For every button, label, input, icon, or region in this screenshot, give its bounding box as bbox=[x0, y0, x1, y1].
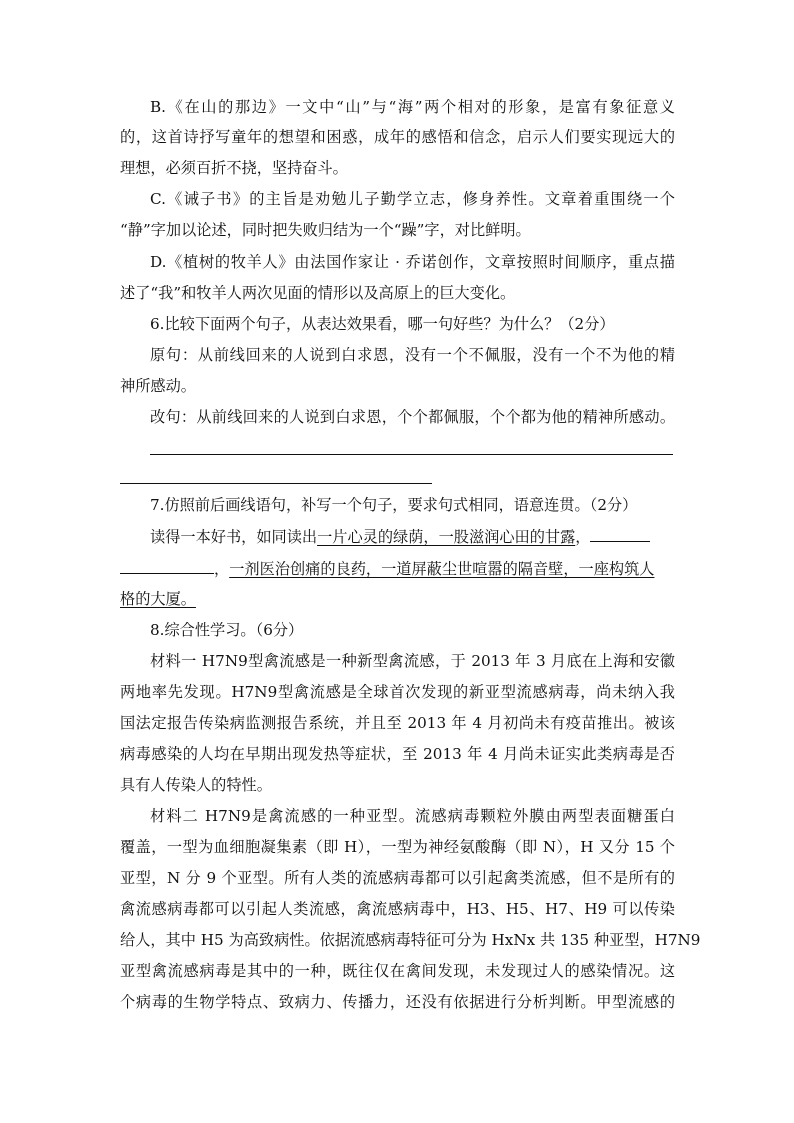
q7-underlined-example-3: 格的大厦。 bbox=[120, 590, 196, 608]
q6-original-line-2: 神所感动。 bbox=[120, 377, 196, 395]
q7-line-1 bbox=[150, 526, 675, 547]
q6-revised-sentence: 改句：从前线回来的人说到白求恩，个个都佩服，个个都为他的精神所感动。 bbox=[150, 408, 675, 426]
q6-answer-line-1[interactable] bbox=[150, 454, 673, 455]
q5-option-d-line-1: D.《植树的牧羊人》由法国作家让 · 乔诺创作，文章按照时间顺序，重点描 bbox=[150, 253, 675, 271]
q5-option-b-line-2: 的，这首诗抒写童年的想望和困惑，成年的感悟和信念，启示人们要实现远大的 bbox=[120, 128, 675, 146]
q7-question: 7.仿照前后画线语句，补写一个句子，要求句式相同，语意连贯。（2分） bbox=[150, 496, 638, 514]
q8-material-2-line-2: 覆盖，一型为血细胞凝集素（即 H），一型为神经氨酸酶（即 N），H 又分 15 个 bbox=[120, 838, 675, 856]
q7-underlined-example-2: 一剂医治创痛的良药，一道屏蔽尘世喧嚣的隔音壁，一座构筑人 bbox=[229, 560, 655, 578]
q8-material-1-line-4: 病毒感染的人均在早期出现发热等症状，至 2013 年 4 月尚未证实此类病毒是否 bbox=[120, 745, 675, 763]
q8-material-2-line-3: 亚型，N 分 9 个亚型。所有人类的流感病毒都可以引起禽类流感，但不是所有的 bbox=[120, 869, 675, 887]
q8-material-1-line-3: 国法定报告传染病监测报告系统，并且至 2013 年 4 月初尚未有疫苗推出。被该 bbox=[120, 714, 675, 732]
q6-original-line-1: 原句：从前线回来的人说到白求恩，没有一个不佩服，没有一个不为他的精 bbox=[150, 346, 675, 364]
q8-material-1-line-5: 具有人传染人的特性。 bbox=[120, 776, 272, 794]
q8-question: 8.综合性学习。（6分） bbox=[150, 621, 304, 639]
q7-answer-blank-part-2[interactable] bbox=[120, 558, 214, 574]
q7-comma-2: ， bbox=[214, 560, 230, 578]
q7-comma: ， bbox=[575, 528, 591, 546]
q5-option-c-line-1: C.《诫子书》的主旨是劝勉儿子勤学立志，修身养性。文章着重围绕一个 bbox=[150, 190, 675, 208]
q6-question: 6.比较下面两个句子，从表达效果看，哪一句好些？为什么？（2分） bbox=[150, 315, 615, 333]
q8-material-2-line-6: 亚型禽流感病毒是其中的一种，既往仅在禽间发现，未发现过人的感染情况。这 bbox=[120, 962, 675, 980]
q5-option-d-line-2: 述了“我”和牧羊人两次见面的情形以及高原上的巨大变化。 bbox=[120, 284, 516, 302]
q8-material-2-line-7: 个病毒的生物学特点、致病力、传播力，还没有依据进行分析判断。甲型流感的 bbox=[120, 993, 675, 1011]
q7-intro-text: 读得一本好书，如同读出 bbox=[150, 528, 318, 546]
q5-option-b-line-3: 理想，必须百折不挠，坚持奋斗。 bbox=[120, 159, 348, 177]
q7-answer-blank-part-1[interactable] bbox=[590, 526, 650, 542]
q8-material-2-line-1: 材料二 H7N9是禽流感的一种亚型。流感病毒颗粒外膜由两型表面糖蛋白 bbox=[150, 807, 675, 825]
q7-line-3 bbox=[120, 589, 675, 609]
q5-option-c-line-2: “静”字加以论述，同时把失败归结为一个“躁”字，对比鲜明。 bbox=[120, 221, 531, 239]
q7-line-2 bbox=[120, 558, 675, 579]
q8-material-2-line-4: 禽流感病毒都可以引起人类流感，禽流感病毒中，H3、H5、H7、H9 可以传染 bbox=[120, 900, 675, 918]
q5-option-b-line-1: B.《在山的那边》一文中“山”与“海”两个相对的形象，是富有象征意义 bbox=[150, 98, 675, 116]
q6-answer-line-2[interactable] bbox=[120, 483, 432, 484]
q8-material-1-line-1: 材料一 H7N9型禽流感是一种新型禽流感，于 2013 年 3 月底在上海和安徽 bbox=[150, 652, 675, 670]
q7-underlined-example-1: 一片心灵的绿荫，一股滋润心田的甘露 bbox=[317, 528, 576, 546]
q8-material-2-line-5: 给人，其中 H5 为高致病性。依据流感病毒特征可分为 HxNx 共 135 种亚型，H7N9 bbox=[120, 931, 701, 949]
q8-material-1-line-2: 两地率先发现。H7N9型禽流感是全球首次发现的新亚型流感病毒，尚未纳入我 bbox=[120, 683, 675, 701]
